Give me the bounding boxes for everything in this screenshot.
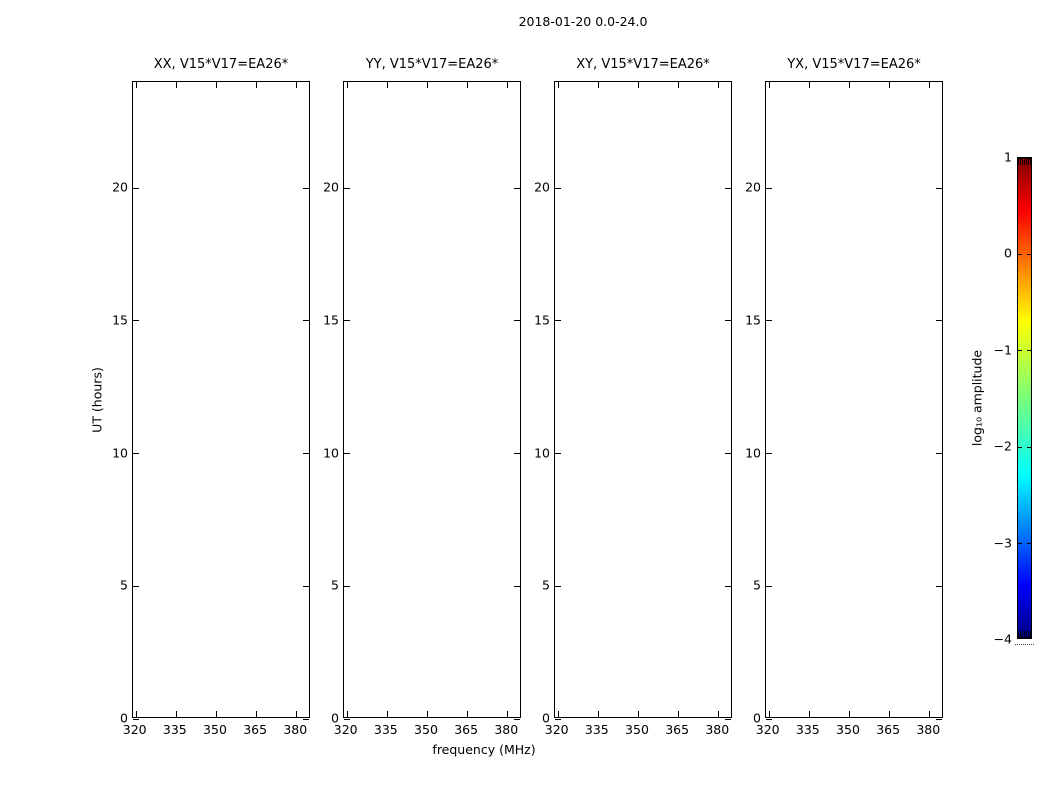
colorbar-tick	[1018, 350, 1022, 351]
x-tick-label: 380	[494, 722, 519, 737]
y-tick	[936, 453, 942, 454]
y-tick	[133, 586, 139, 587]
y-tick	[766, 719, 772, 720]
colorbar-tick	[1018, 254, 1022, 255]
y-tick-label: 5	[542, 577, 550, 593]
heatmap-panel	[554, 81, 732, 718]
y-tick-label: 5	[753, 577, 761, 593]
colorbar-extend-dots	[1015, 644, 1034, 645]
x-tick-label: 335	[373, 722, 398, 737]
y-tick	[555, 586, 561, 587]
x-tick	[256, 82, 257, 88]
x-tick	[558, 82, 559, 88]
colorbar-tick-label: −3	[993, 535, 1012, 551]
y-tick-label: 15	[112, 312, 128, 328]
y-tick-label: 15	[323, 312, 339, 328]
y-tick-label: 0	[753, 710, 761, 726]
y-tick-label: 20	[745, 179, 761, 195]
colorbar-tick	[1018, 637, 1022, 638]
x-tick	[558, 711, 559, 717]
y-tick	[725, 453, 731, 454]
x-tick	[718, 82, 719, 88]
y-tick-label: 20	[534, 179, 550, 195]
colorbar-tick	[1018, 158, 1022, 159]
y-tick	[936, 188, 942, 189]
y-tick	[344, 188, 350, 189]
panel-title: YX, V15*V17=EA26*	[787, 57, 921, 72]
x-tick-label: 350	[414, 722, 438, 737]
x-tick	[136, 711, 137, 717]
y-tick-label: 0	[331, 710, 339, 726]
y-tick	[766, 188, 772, 189]
y-tick-label: 10	[534, 445, 550, 461]
y-tick	[766, 453, 772, 454]
colorbar-tick	[1027, 158, 1031, 159]
y-tick	[555, 453, 561, 454]
x-tick-label: 380	[283, 722, 308, 737]
x-tick	[678, 711, 679, 717]
x-tick-label: 350	[836, 722, 860, 737]
y-tick	[936, 586, 942, 587]
y-axis-label: UT (hours)	[89, 367, 105, 433]
colorbar-minor-ticks	[1018, 158, 1031, 165]
colorbar-tick	[1018, 447, 1022, 448]
colorbar	[1017, 157, 1032, 639]
x-tick	[718, 711, 719, 717]
x-tick-label: 365	[454, 722, 479, 737]
y-tick	[344, 586, 350, 587]
x-tick	[427, 82, 428, 88]
x-tick	[929, 711, 930, 717]
x-tick	[347, 711, 348, 717]
x-tick	[598, 82, 599, 88]
y-tick	[514, 453, 520, 454]
y-tick-label: 0	[542, 710, 550, 726]
colorbar-tick	[1027, 350, 1031, 351]
x-tick	[507, 711, 508, 717]
x-tick	[296, 711, 297, 717]
y-tick-label: 10	[323, 445, 339, 461]
y-tick	[766, 320, 772, 321]
colorbar-label: log₁₀ amplitude	[969, 349, 985, 447]
panel-title: XX, V15*V17=EA26*	[153, 57, 289, 72]
panel-title: XY, V15*V17=EA26*	[576, 57, 710, 72]
y-tick	[133, 453, 139, 454]
x-tick	[769, 711, 770, 717]
x-tick-label: 320	[122, 722, 147, 737]
colorbar-tick-label: 0	[1004, 245, 1012, 261]
y-tick-label: 0	[120, 710, 128, 726]
y-tick-label: 20	[112, 179, 128, 195]
colorbar-tick-label: 1	[1004, 149, 1012, 165]
x-tick	[598, 711, 599, 717]
x-tick	[467, 82, 468, 88]
colorbar-tick-label: −1	[993, 342, 1012, 358]
y-tick	[725, 586, 731, 587]
y-tick	[514, 719, 520, 720]
y-tick	[303, 188, 309, 189]
colorbar-tick	[1027, 254, 1031, 255]
colorbar-tick	[1027, 637, 1031, 638]
y-tick	[303, 320, 309, 321]
x-tick	[809, 711, 810, 717]
y-tick	[344, 320, 350, 321]
x-tick-label: 380	[705, 722, 730, 737]
colorbar-tick	[1027, 543, 1031, 544]
x-tick	[507, 82, 508, 88]
x-tick	[638, 711, 639, 717]
y-tick	[725, 188, 731, 189]
colorbar-tick-label: −2	[993, 438, 1012, 454]
y-tick-label: 20	[323, 179, 339, 195]
x-tick	[849, 711, 850, 717]
figure-title: 2018-01-20 0.0-24.0	[518, 14, 648, 29]
y-tick-label: 15	[745, 312, 761, 328]
y-tick	[514, 320, 520, 321]
x-tick-label: 320	[544, 722, 569, 737]
colorbar-tick	[1027, 447, 1031, 448]
heatmap-panel	[343, 81, 521, 718]
panel-title: YY, V15*V17=EA26*	[365, 57, 499, 72]
x-tick	[427, 711, 428, 717]
x-tick-label: 320	[755, 722, 780, 737]
y-tick	[303, 586, 309, 587]
x-tick	[136, 82, 137, 88]
colorbar-tick-label: −4	[993, 631, 1012, 647]
x-tick	[216, 711, 217, 717]
x-tick	[929, 82, 930, 88]
y-tick	[725, 320, 731, 321]
x-tick-label: 320	[333, 722, 358, 737]
x-tick-label: 335	[162, 722, 187, 737]
x-tick	[467, 711, 468, 717]
x-tick	[216, 82, 217, 88]
x-tick	[889, 82, 890, 88]
x-tick	[256, 711, 257, 717]
x-tick	[387, 82, 388, 88]
y-tick	[936, 320, 942, 321]
x-tick-label: 335	[795, 722, 820, 737]
x-tick	[678, 82, 679, 88]
x-tick	[889, 711, 890, 717]
y-tick	[303, 719, 309, 720]
x-tick	[809, 82, 810, 88]
y-tick	[725, 719, 731, 720]
x-tick	[176, 711, 177, 717]
y-tick-label: 10	[745, 445, 761, 461]
x-tick	[347, 82, 348, 88]
x-tick	[849, 82, 850, 88]
y-tick	[133, 719, 139, 720]
y-tick	[936, 719, 942, 720]
y-tick	[555, 188, 561, 189]
x-tick-label: 380	[916, 722, 941, 737]
y-tick	[344, 453, 350, 454]
x-tick	[387, 711, 388, 717]
y-tick-label: 5	[120, 577, 128, 593]
y-tick	[555, 719, 561, 720]
y-tick-label: 10	[112, 445, 128, 461]
x-tick-label: 365	[243, 722, 268, 737]
x-tick-label: 335	[584, 722, 609, 737]
y-tick	[555, 320, 561, 321]
heatmap-panel	[765, 81, 943, 718]
y-tick	[766, 586, 772, 587]
y-tick	[303, 453, 309, 454]
x-tick-label: 350	[203, 722, 227, 737]
y-tick	[133, 320, 139, 321]
x-tick	[769, 82, 770, 88]
y-tick	[133, 188, 139, 189]
x-tick	[176, 82, 177, 88]
y-tick-label: 5	[331, 577, 339, 593]
x-axis-label: frequency (MHz)	[432, 742, 536, 757]
y-tick	[344, 719, 350, 720]
y-tick	[514, 586, 520, 587]
colorbar-tick	[1018, 543, 1022, 544]
x-tick-label: 365	[665, 722, 690, 737]
y-tick	[514, 188, 520, 189]
x-tick-label: 365	[876, 722, 901, 737]
x-tick	[638, 82, 639, 88]
x-tick	[296, 82, 297, 88]
x-tick-label: 350	[625, 722, 649, 737]
heatmap-panel	[132, 81, 310, 718]
y-tick-label: 15	[534, 312, 550, 328]
